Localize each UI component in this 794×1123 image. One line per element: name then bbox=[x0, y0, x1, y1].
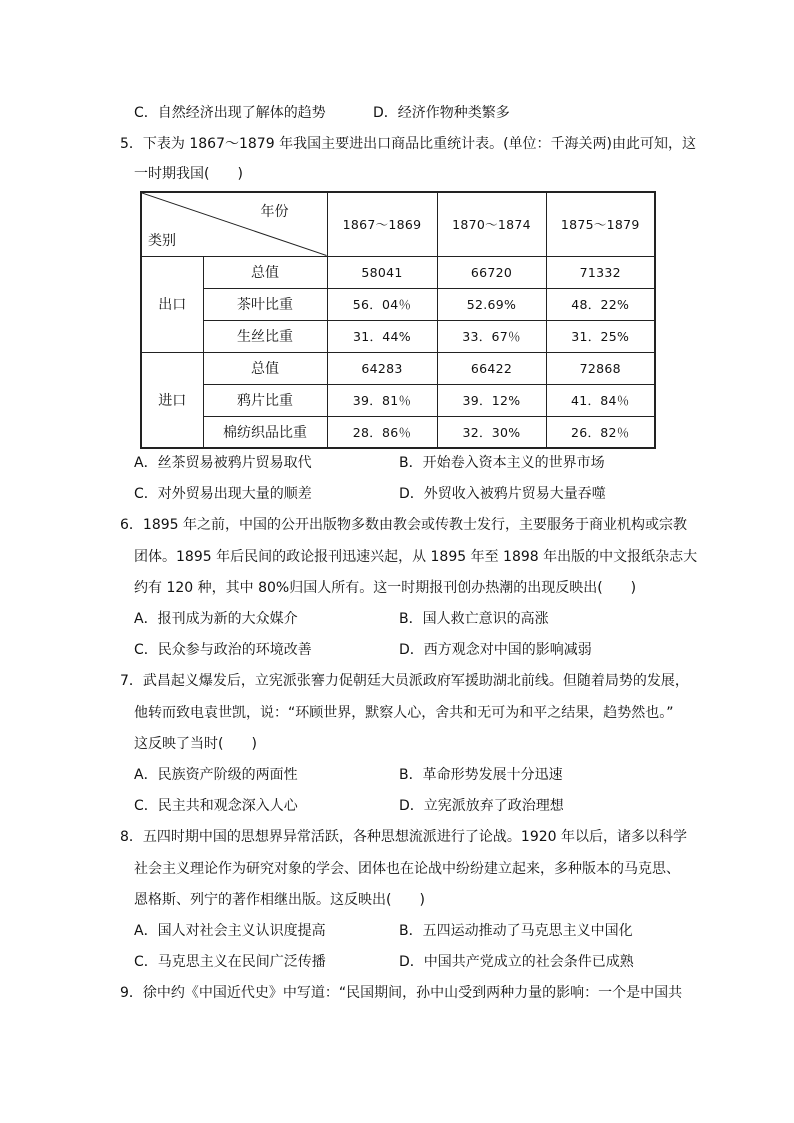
row-label: 生丝比重 bbox=[203, 320, 327, 352]
period-header: 1870～1874 bbox=[437, 192, 546, 256]
q7-option-d: D．立宪派放弃了政治理想 bbox=[399, 798, 564, 814]
q5-option-a: A．丝茶贸易被鸦片贸易取代 bbox=[134, 455, 312, 471]
q8-option-c: C．马克思主义在民间广泛传播 bbox=[134, 954, 326, 970]
q8-option-a: A．国人对社会主义认识度提高 bbox=[134, 923, 326, 939]
q6-stem-line1: 6．1895 年之前，中国的公开出版物多数由教会或传教士发行，主要服务于商业机构或宗教 bbox=[120, 517, 687, 533]
q5-option-b: B．开始卷入资本主义的世界市场 bbox=[399, 455, 605, 471]
row-label: 鸦片比重 bbox=[203, 384, 327, 416]
q7-option-a: A．民族资产阶级的两面性 bbox=[134, 767, 298, 783]
q8-stem-line2: 社会主义理论作为研究对象的学会、团体也在论战中纷纷建立起来，多种版本的马克思、 bbox=[134, 861, 680, 877]
q7-option-b: B．革命形势发展十分迅速 bbox=[399, 767, 563, 783]
q8-stem-line1: 8．五四时期中国的思想界异常活跃，各种思想流派进行了论战。1920 年以后，诸多以科学 bbox=[120, 829, 687, 845]
q7-stem-line2: 他转而致电袁世凯，说：“环顾世界，默察人心，舍共和无可为和平之结果，趋势然也。” bbox=[134, 705, 674, 721]
header-category-label: 类别 bbox=[148, 232, 176, 249]
table-cell: 31．44% bbox=[327, 320, 437, 352]
q6-option-d: D．西方观念对中国的影响减弱 bbox=[399, 642, 592, 658]
q7-stem-line3: 这反映了当时( ) bbox=[134, 736, 257, 752]
q6-stem-line2: 团体。1895 年后民间的政论报刊迅速兴起，从 1895 年至 1898 年出版的中文报纸杂志大 bbox=[134, 549, 698, 565]
table-cell: 41．84％ bbox=[546, 384, 655, 416]
table-cell: 66422 bbox=[437, 352, 546, 384]
table-corner-header bbox=[141, 192, 327, 256]
header-year-label: 年份 bbox=[260, 204, 289, 220]
q6-option-c: C．民众参与政治的环境改善 bbox=[134, 642, 312, 658]
q8-option-d: D．中国共产党成立的社会条件已成熟 bbox=[399, 954, 634, 970]
table-cell: 28．86％ bbox=[327, 416, 437, 448]
table-cell: 72868 bbox=[546, 352, 655, 384]
q6-option-b: B．国人救亡意识的高涨 bbox=[399, 611, 549, 627]
q8-stem-line3: 恩格斯、列宁的著作相继出版。这反映出( ) bbox=[134, 892, 425, 908]
q5-option-c: C．对外贸易出现大量的顺差 bbox=[134, 486, 312, 502]
q6-stem-line3: 约有 120 种，其中 80%归国人所有。这一时期报刊创办热潮的出现反映出( ) bbox=[134, 580, 637, 596]
q5-stem-line1: 5．下表为 1867～1879 年我国主要进出口商品比重统计表。(单位：千海关两)由此可知，这 bbox=[120, 136, 696, 152]
table-cell: 64283 bbox=[327, 352, 437, 384]
q5-option-d: D．外贸收入被鸦片贸易大量吞噬 bbox=[399, 486, 606, 502]
row-label: 棉纺织品比重 bbox=[203, 416, 327, 448]
table-cell: 71332 bbox=[546, 256, 655, 288]
row-label: 茶叶比重 bbox=[203, 288, 327, 320]
export-group-label: 出口 bbox=[141, 256, 203, 352]
table-cell: 48．22% bbox=[546, 288, 655, 320]
q7-option-c: C．民主共和观念深入人心 bbox=[134, 798, 298, 814]
table-cell: 56．04％ bbox=[327, 288, 437, 320]
import-group-label: 进口 bbox=[141, 352, 203, 448]
table-cell: 39．81％ bbox=[327, 384, 437, 416]
q4-option-d: D．经济作物种类繁多 bbox=[373, 105, 510, 121]
table-cell: 31．25% bbox=[546, 320, 655, 352]
table-cell: 26．82％ bbox=[546, 416, 655, 448]
period-header: 1867～1869 bbox=[327, 192, 437, 256]
q5-stem-line2: 一时期我国( ) bbox=[134, 166, 243, 182]
table-cell: 32．30% bbox=[437, 416, 546, 448]
table-cell: 66720 bbox=[437, 256, 546, 288]
table-cell: 58041 bbox=[327, 256, 437, 288]
q9-stem-line1: 9．徐中约《中国近代史》中写道：“民国期间，孙中山受到两种力量的影响：一个是中国共 bbox=[120, 985, 683, 1001]
period-header: 1875～1879 bbox=[546, 192, 655, 256]
q5-statistics-table bbox=[140, 191, 656, 449]
table-cell: 39．12% bbox=[437, 384, 546, 416]
q6-option-a: A．报刊成为新的大众媒介 bbox=[134, 611, 298, 627]
row-label: 总值 bbox=[203, 352, 327, 384]
table-cell: 33．67％ bbox=[437, 320, 546, 352]
q4-option-c: C．自然经济出现了解体的趋势 bbox=[134, 105, 326, 121]
row-label: 总值 bbox=[203, 256, 327, 288]
table-cell: 52.69% bbox=[437, 288, 546, 320]
q8-option-b: B．五四运动推动了马克思主义中国化 bbox=[399, 923, 633, 939]
q7-stem-line1: 7．武昌起义爆发后，立宪派张謇力促朝廷大员派政府军援助湖北前线。但随着局势的发展， bbox=[120, 673, 689, 689]
